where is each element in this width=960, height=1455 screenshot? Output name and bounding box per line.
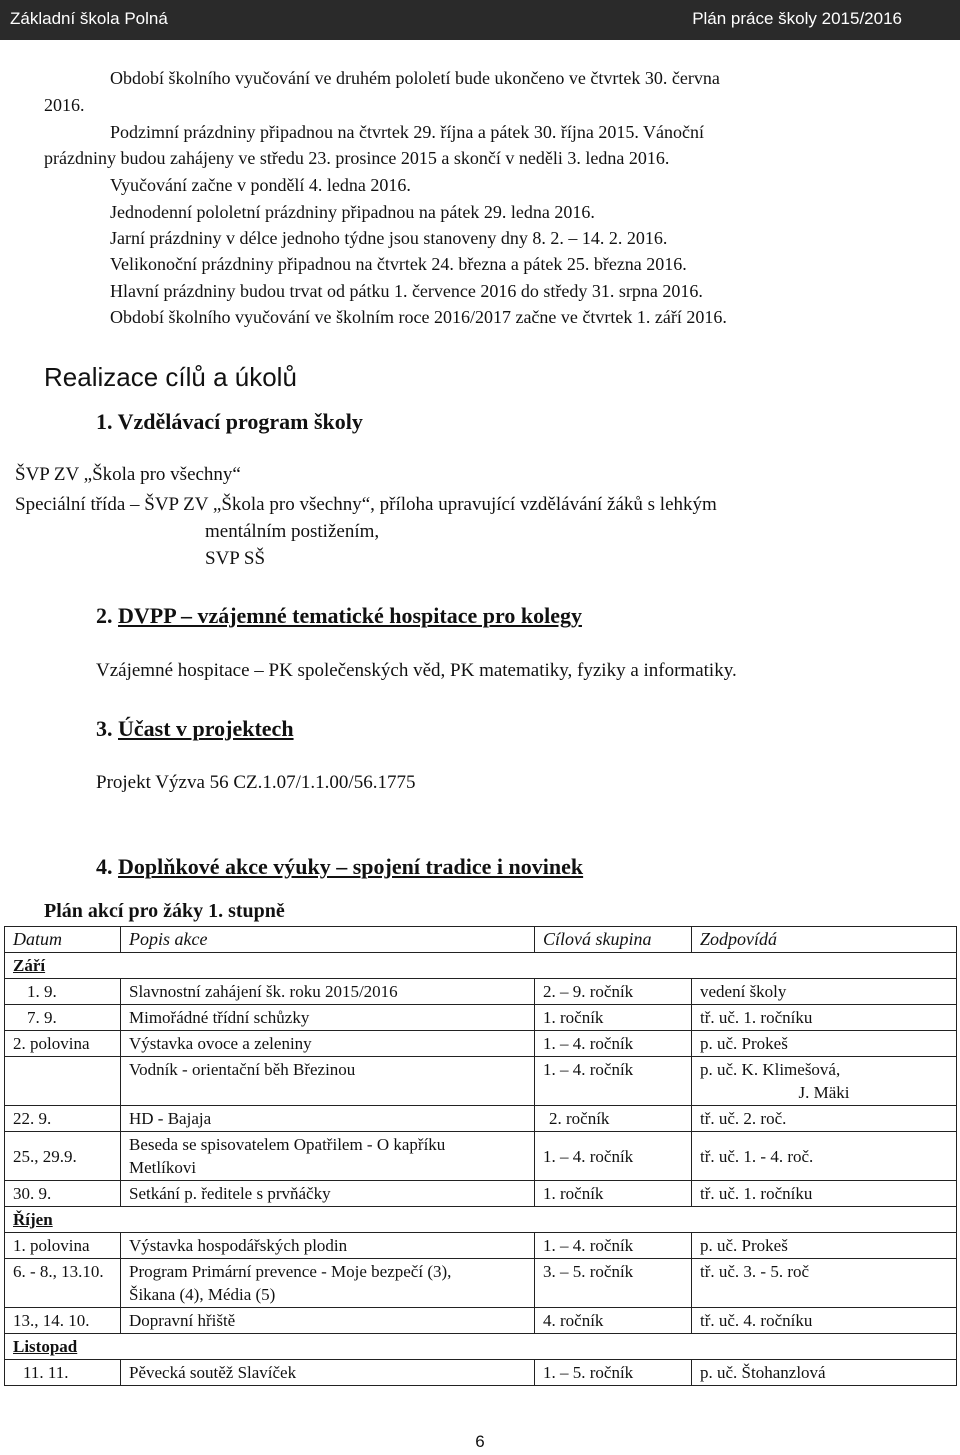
- s1-line-3: mentálním postižením,: [205, 521, 380, 542]
- cell-responsible-line-2: J. Mäki: [798, 1083, 850, 1102]
- cell-responsible: vedení školy: [692, 979, 957, 1005]
- cell-date: 25., 29.9.: [5, 1132, 121, 1181]
- cell-description: Vodník - orientační běh Březinou: [121, 1057, 535, 1106]
- section-4-title: Doplňkové akce výuky – spojení tradice i novinek: [118, 854, 584, 879]
- cell-responsible: [692, 1057, 957, 1106]
- page-number: 6: [475, 1432, 485, 1451]
- cell-date: 11. 11.: [5, 1360, 121, 1386]
- cell-target-group: 2. ročník: [535, 1106, 692, 1132]
- cell-date: 6. - 8., 13.10.: [5, 1259, 121, 1308]
- cell-description-line-1: Program Primární prevence - Moje bezpečí (3),: [129, 1262, 452, 1281]
- cell-responsible: tř. uč. 2. roč.: [692, 1106, 957, 1132]
- table-row: [5, 1106, 957, 1132]
- table-row: [5, 1181, 957, 1207]
- page-header: [0, 0, 960, 40]
- table-row: [5, 1057, 957, 1106]
- header-target-group: Cílová skupina: [535, 927, 692, 953]
- section-4-heading: [96, 854, 583, 880]
- school-name: Základní škola Polná: [10, 9, 168, 28]
- month-row: [5, 1207, 957, 1233]
- cell-responsible: tř. uč. 1. - 4. roč.: [692, 1132, 957, 1181]
- intro-line-8: Velikonoční prázdniny připadnou na čtvrtek 24. března a pátek 25. března 2016.: [110, 254, 687, 274]
- table-row: [5, 1233, 957, 1259]
- cell-description-line-2: Metlíkovi: [129, 1158, 197, 1177]
- intro-line-10: Období školního vyučování ve školním roce 2016/2017 začne ve čtvrtek 1. září 2016.: [110, 307, 727, 327]
- cell-target-group: 3. – 5. ročník: [535, 1259, 692, 1308]
- s1-line-1: ŠVP ZV „Škola pro všechny“: [15, 464, 241, 485]
- header-description: Popis akce: [121, 927, 535, 953]
- cell-target-group: 4. ročník: [535, 1308, 692, 1334]
- s1-line-2: Speciální třída – ŠVP ZV „Škola pro všechny“, příloha upravující vzdělávání žáků s lehkým: [15, 494, 717, 515]
- cell-responsible: tř. uč. 1. ročníku: [692, 1005, 957, 1031]
- cell-responsible: tř. uč. 1. ročníku: [692, 1181, 957, 1207]
- month-label: Září: [5, 953, 957, 979]
- cell-target-group: 2. – 9. ročník: [535, 979, 692, 1005]
- cell-description: Mimořádné třídní schůzky: [121, 1005, 535, 1031]
- month-label: Říjen: [5, 1207, 957, 1233]
- cell-target-group: 1. ročník: [535, 1181, 692, 1207]
- cell-description: Pěvecká soutěž Slavíček: [121, 1360, 535, 1386]
- cell-target-group: 1. – 4. ročník: [535, 1132, 692, 1181]
- cell-responsible-line-1: p. uč. K. Klimešová,: [700, 1060, 841, 1079]
- cell-description: Setkání p. ředitele s prvňáčky: [121, 1181, 535, 1207]
- table-row: [5, 1360, 957, 1386]
- section-title: Realizace cílů a úkolů: [44, 362, 297, 392]
- cell-description: Výstavka hospodářských plodin: [121, 1233, 535, 1259]
- table-row: [5, 1259, 957, 1308]
- intro-line-9: Hlavní prázdniny budou trvat od pátku 1. července 2016 do středy 31. srpna 2016.: [110, 281, 703, 301]
- events-table: [4, 926, 957, 1386]
- section-1-heading: [96, 409, 363, 435]
- cell-date: 7. 9.: [5, 1005, 121, 1031]
- header-responsible: Zodpovídá: [692, 927, 957, 953]
- cell-date: 1. 9.: [5, 979, 121, 1005]
- cell-date: 30. 9.: [5, 1181, 121, 1207]
- header-date: Datum: [5, 927, 121, 953]
- table-header-row: [5, 927, 957, 953]
- cell-target-group: 1. – 4. ročník: [535, 1057, 692, 1106]
- section-3-title: Účast v projektech: [118, 716, 294, 741]
- section-2-heading: [96, 603, 582, 629]
- cell-date: 2. polovina: [5, 1031, 121, 1057]
- cell-description: [121, 1259, 535, 1308]
- month-row: [5, 953, 957, 979]
- s2-line-1: Vzájemné hospitace – PK společenských věd, PK matematiky, fyziky a informatiky.: [96, 660, 737, 681]
- cell-date: [5, 1057, 121, 1106]
- table-row: [5, 1031, 957, 1057]
- cell-target-group: 1. – 5. ročník: [535, 1360, 692, 1386]
- cell-target-group: 1. ročník: [535, 1005, 692, 1031]
- cell-responsible: p. uč. Štohanzlová: [692, 1360, 957, 1386]
- cell-description: [121, 1132, 535, 1181]
- cell-responsible: tř. uč. 3. - 5. roč: [692, 1259, 957, 1308]
- table-row: [5, 1005, 957, 1031]
- cell-date: 22. 9.: [5, 1106, 121, 1132]
- cell-description: HD - Bajaja: [121, 1106, 535, 1132]
- cell-responsible: tř. uč. 4. ročníku: [692, 1308, 957, 1334]
- cell-description: Slavnostní zahájení šk. roku 2015/2016: [121, 979, 535, 1005]
- intro-line-5: Vyučování začne v pondělí 4. ledna 2016.: [110, 175, 411, 195]
- cell-description-line-2: Šikana (4), Média (5): [129, 1285, 276, 1304]
- section-2-number: 2.: [96, 603, 113, 628]
- cell-responsible: p. uč. Prokeš: [692, 1031, 957, 1057]
- intro-line-3: Podzimní prázdniny připadnou na čtvrtek 29. října a pátek 30. října 2015. Vánoční: [110, 122, 705, 142]
- intro-line-4: prázdniny budou zahájeny ve středu 23. prosince 2015 a skončí v neděli 3. ledna 2016.: [44, 148, 670, 168]
- cell-description-line-1: Beseda se spisovatelem Opatřilem - O kapříku: [129, 1135, 446, 1154]
- cell-date: 13., 14. 10.: [5, 1308, 121, 1334]
- cell-responsible: p. uč. Prokeš: [692, 1233, 957, 1259]
- s1-line-4: SVP SŠ: [205, 548, 266, 569]
- cell-target-group: 1. – 4. ročník: [535, 1031, 692, 1057]
- intro-line-6: Jednodenní pololetní prázdniny připadnou na pátek 29. ledna 2016.: [110, 202, 595, 222]
- section-3-number: 3.: [96, 716, 113, 741]
- plan-subtitle: Plán akcí pro žáky 1. stupně: [44, 900, 285, 922]
- intro-line-2: 2016.: [44, 95, 85, 115]
- s3-line-1: Projekt Výzva 56 CZ.1.07/1.1.00/56.1775: [96, 772, 416, 793]
- cell-description: Výstavka ovoce a zeleniny: [121, 1031, 535, 1057]
- intro-line-7: Jarní prázdniny v délce jednoho týdne jsou stanoveny dny 8. 2. – 14. 2. 2016.: [110, 228, 668, 248]
- cell-description: Dopravní hřiště: [121, 1308, 535, 1334]
- section-1-number: 1.: [96, 409, 113, 434]
- section-2-title: DVPP – vzájemné tematické hospitace pro kolegy: [118, 603, 582, 628]
- section-1-title: Vzdělávací program školy: [117, 409, 363, 434]
- intro-line-1: Období školního vyučování ve druhém pololetí bude ukončeno ve čtvrtek 30. června: [110, 68, 720, 88]
- cell-date: 1. polovina: [5, 1233, 121, 1259]
- table-row: [5, 1308, 957, 1334]
- section-3-heading: [96, 716, 294, 742]
- plan-title-header: Plán práce školy 2015/2016: [692, 9, 902, 28]
- section-4-number: 4.: [96, 854, 113, 879]
- table-row: [5, 1132, 957, 1181]
- month-row: [5, 1334, 957, 1360]
- table-row: [5, 979, 957, 1005]
- month-label: Listopad: [5, 1334, 957, 1360]
- cell-target-group: 1. – 4. ročník: [535, 1233, 692, 1259]
